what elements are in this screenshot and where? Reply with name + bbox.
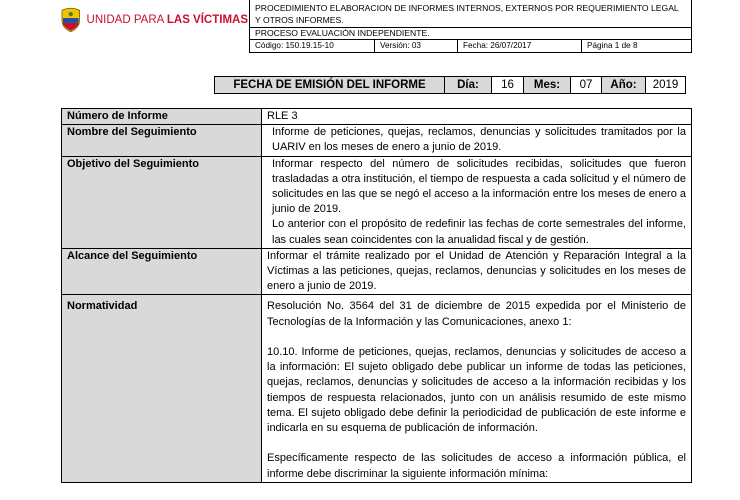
day-value: 16 [492,77,524,94]
document-code: Código: 150.19.15-10 [250,40,375,53]
normatividad-label: Normatividad [62,295,262,482]
procedure-title: PROCEDIMIENTO ELABORACION DE INFORMES INTERNOS, EXTERNOS POR REQUERIMIENTO LEGAL Y OTROS INFORMES. [250,0,692,28]
entity-logo [60,0,248,40]
month-value: 07 [571,77,602,94]
normatividad-paragraph-1: Resolución No. 3564 del 31 de diciembre de 2015 expedida por el Ministerio de Tecnologías de la Información y las Comunicaciones, anexo 1: [267,300,686,328]
year-value: 2019 [646,77,686,94]
table-row [62,248,692,295]
year-label: Año: [602,77,646,94]
table-row [62,156,692,248]
table-row [62,109,692,125]
page-number: Página 1 de 8 [582,40,692,53]
month-label: Mes: [524,77,571,94]
table-row [62,295,692,482]
objetivo-label: Objetivo del Seguimiento [62,156,262,248]
alcance-label: Alcance del Seguimiento [62,248,262,295]
normatividad-value [262,295,692,482]
nombre-label: Nombre del Seguimiento [62,125,262,156]
normatividad-paragraph-3: Específicamente respecto de las solicitudes de acceso a información pública, el informe debe discriminar la siguiente información mínima: [267,452,686,480]
blank-line [267,436,686,451]
objetivo-paragraph-2: Lo anterior con el propósito de redefinir las fechas de corte semestrales del informe, las cuales sean coincidentes con la anualidad fiscal y de gestión. [272,218,686,246]
document-header-table [249,0,692,53]
blank-line [267,330,686,345]
normatividad-paragraph-2: 10.10. Informe de peticiones, quejas, reclamos, denuncias y solicitudes de acceso a la información: El sujeto obligado debe publicar un informe de todas las peticiones, quejas, reclamos, denuncias y solicitudes de acceso a la información recibidas y los tiempos de respuesta relacionados, junto con un análisis resumido de este mismo tema. El sujeto obligado debe definir la periodicidad de publicación de este informe e indicarla en su esquema de publicación de información. [267,346,686,435]
table-row [62,125,692,156]
logo-text: UNIDAD PARA LAS VÍCTIMAS [86,14,248,26]
emission-label: FECHA DE EMISIÓN DEL INFORME [215,77,445,94]
document-date: Fecha: 26/07/2017 [458,40,582,53]
numero-label: Número de Informe [62,109,262,125]
process-name: PROCESO EVALUACIÓN INDEPENDIENTE. [250,28,692,40]
day-label: Día: [445,77,492,94]
document-version: Versión: 03 [375,40,458,53]
report-table [61,108,692,483]
objetivo-value [262,156,692,248]
numero-value: RLE 3 [262,109,692,125]
coat-of-arms-icon [60,7,82,33]
alcance-value: Informar el trámite realizado por el Unidad de Atención y Reparación Integral a la Víctimas a las peticiones, quejas, reclamos, denuncias y solicitudes en los meses de enero a junio de 2019. [262,248,692,295]
emission-date-table [214,76,686,94]
objetivo-paragraph-1: Informar respecto del número de solicitudes recibidas, solicitudes que fueron trasladadas a otra institución, el tiempo de respuesta a cada solicitud y el número de solicitudes en las que se negó el acceso a la información entre los meses de enero a junio de 2019. [272,157,686,216]
nombre-value: Informe de peticiones, quejas, reclamos, denuncias y solicitudes tramitados por la UARIV en los meses de enero a junio de 2019. [262,125,692,156]
